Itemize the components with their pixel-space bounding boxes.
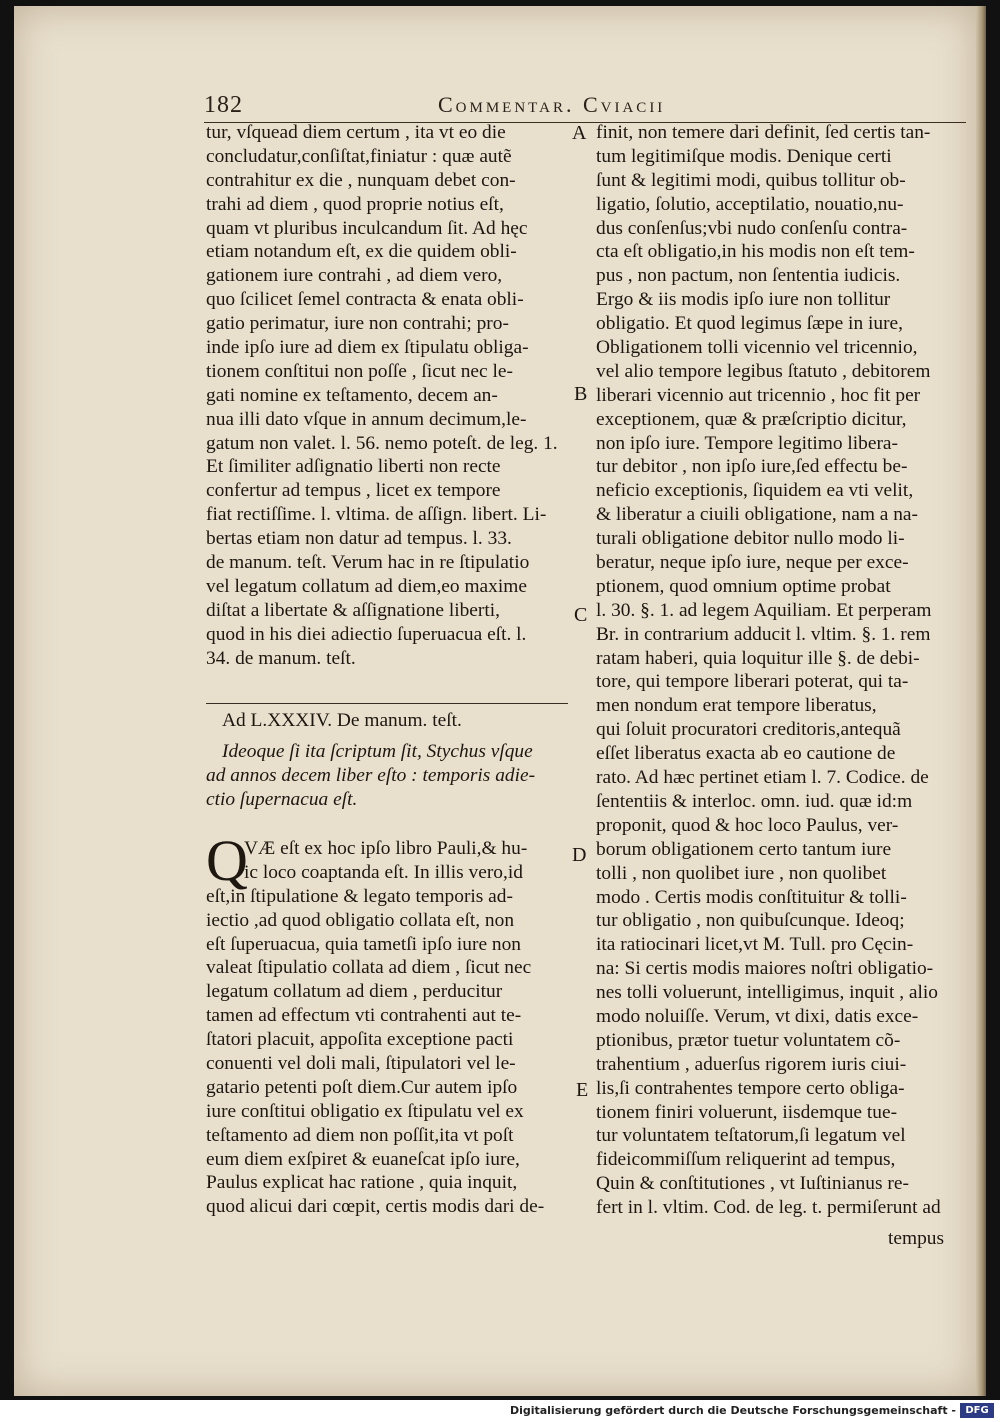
text-line: & liberatur a ciuili obligatione, nam a na- — [596, 504, 918, 526]
text-line: ſtatori placuit, appoſita exceptione pacti — [206, 1029, 514, 1051]
text-line: ratam haberi, quia loquitur ille §. de debi- — [596, 647, 920, 669]
footer-credit: Digitalisierung gefördert durch die Deutsche Forschungsgemeinschaft - — [509, 1404, 956, 1417]
dfg-logo: DFG — [960, 1403, 994, 1418]
text-line: ligatio, ſolutio, acceptilatio, nouatio,nu- — [596, 193, 904, 215]
text-line: vel legatum collatum ad diem,eo maxime — [206, 575, 527, 597]
text-line: fert in l. vltim. Cod. de leg. t. permiſerunt ad — [596, 1197, 941, 1219]
text-line: l. 30. §. 1. ad legem Aquiliam. Et perperam — [596, 599, 932, 621]
lemma-line: ad annos decem liber eſto : temporis adie- — [206, 764, 536, 786]
margin-letter-e: E — [576, 1079, 589, 1101]
text-line: Br. in contrarium adducit l. vltim. §. 1. rem — [596, 623, 931, 645]
text-line: modo . Certis modis conſtituitur & tolli- — [596, 886, 907, 908]
text-line: dus conſenſus;vbi nudo conſenſu contra- — [596, 217, 908, 239]
drop-cap: Q — [206, 828, 248, 893]
text-line: trahi ad diem , quod proprie notius eſt, — [206, 193, 504, 215]
text-line: lis,ſi contrahentes tempore certo obliga- — [596, 1077, 905, 1099]
lemma-line: Ideoque ſi ita ſcriptum ſit, Stychus vſque — [222, 741, 533, 762]
text-line: exceptionem, quæ & præſcriptio dicitur, — [596, 408, 907, 430]
text-line: iure conſtitui obligatio ex ſtipulatu vel ex — [206, 1100, 524, 1122]
text-line: Quin & conſtitutiones , vt Iuſtinianus re- — [596, 1173, 909, 1195]
text-line: VÆ eſt ex hoc ipſo libro Pauli,& hu- — [244, 838, 528, 859]
catchword: tempus — [888, 1228, 945, 1249]
text-line: vel alio tempore legibus ſtatuto , debitorem — [596, 360, 931, 382]
text-line: eſt,in ſtipulatione & legato temporis ad- — [206, 885, 513, 907]
text-line: ſententiis & interloc. omn. iud. quæ id:m — [596, 790, 913, 812]
text-line: tur, vſquead diem certum , ita vt eo die — [206, 122, 506, 143]
text-line: gati nomine ex teſtamento, decem an- — [206, 384, 498, 406]
left-column — [206, 121, 564, 670]
margin-letter-c: C — [574, 604, 588, 626]
text-line: contrahitur ex die , nunquam debet con- — [206, 169, 516, 191]
text-line: beratur, neque ipſo iure, neque per exce- — [596, 552, 909, 574]
text-line: non ipſo iure. Tempore legitimo libera- — [596, 432, 898, 454]
margin-letter-a: A — [572, 122, 587, 144]
page-title: Commentar. Cviacii — [438, 92, 666, 117]
text-line: quam vt pluribus inculcandum ſit. Ad hęc — [206, 217, 528, 239]
section-heading: Ad L.XXXIV. De manum. teſt. — [222, 710, 462, 731]
text-line: iectio ,ad quod obligatio collata eſt, non — [206, 909, 515, 931]
text-line: Obligationem tolli vicennio vel tricennio, — [596, 337, 918, 359]
text-line: diſtat a libertate & aſſignatione liberti, — [206, 599, 500, 621]
text-line: ic loco coaptanda eſt. In illis vero,id — [244, 861, 523, 883]
text-line: ptionem, quod omnium optime probat — [596, 575, 891, 597]
section-lemma — [206, 740, 568, 812]
text-line: confertur ad tempus , licet ex tempore — [206, 480, 501, 502]
text-line: eſſet liberatus exacta ab eo cautione de — [596, 743, 896, 765]
page-number: 182 — [204, 92, 243, 118]
text-line: valeat ſtipulatio collata ad diem , ſicut nec — [206, 957, 532, 979]
text-line: etiam notandum eſt, ex die quidem obli- — [206, 241, 517, 263]
text-line: de manum. teſt. Verum hac in re ſtipulatio — [206, 552, 530, 574]
text-line: nes tolli voluerunt, intelligimus, inquit , alio — [596, 982, 939, 1004]
text-line: gatum non valet. l. 56. nemo poteſt. de leg. 1. — [206, 432, 558, 454]
text-line: tore, qui tempore liberari poterat, qui ta- — [596, 671, 909, 693]
text-line: rato. Ad hæc pertinet etiam l. 7. Codice. de — [596, 767, 929, 789]
text-line: pus , non pactum, non ſententia iudicis. — [596, 265, 901, 287]
section-divider — [206, 703, 568, 704]
running-head — [204, 90, 974, 120]
text-line: tur voluntatem teſtatorum,ſi legatum vel — [596, 1125, 906, 1147]
text-line: eſt ſuperuacua, quia tametſi ipſo iure non — [206, 933, 521, 955]
text-line: eum diem exſpiret & euaneſcat ipſo iure, — [206, 1148, 520, 1170]
text-line: nua illi dato vſque in annum decimum,le- — [206, 408, 527, 430]
text-line: tur obligatio , non quibuſcunque. Ideoq; — [596, 910, 905, 932]
text-line: bertas etiam non datur ad tempus. l. 33. — [206, 528, 512, 550]
text-line: neficio exceptionis, ſiquidem ea vti velit, — [596, 480, 914, 502]
text-line: proponit, quod & hoc loco Paulus, ver- — [596, 814, 899, 836]
text-line: na: Si certis modis maiores noſtri obligatio- — [596, 958, 934, 980]
text-line: gatio perimatur, iure non contrahi; pro- — [206, 313, 509, 335]
text-line: ſunt & legitimi modi, quibus tollitur ob- — [596, 169, 906, 191]
text-line: modo noluiſſe. Verum, vt dixi, datis exce- — [596, 1005, 919, 1027]
text-line: gatario petenti poſt diem.Cur autem ipſo — [206, 1076, 518, 1098]
text-line: tionem conſtitui non poſſe , ſicut nec le- — [206, 360, 513, 382]
text-line: liberari vicennio aut tricennio , hoc fit per — [596, 384, 921, 406]
lemma-line: ctio ſupernacua eſt. — [206, 788, 358, 810]
text-line: Paulus explicat hac ratione , quia inquit, — [206, 1172, 518, 1194]
text-line: fideicommiſſum reliquerint ad tempus, — [596, 1149, 896, 1171]
text-line: qui ſoluit procuratori creditoris,antequã — [596, 719, 901, 741]
text-line: concludatur,conſiſtat,finiatur : quæ autẽ — [206, 145, 512, 167]
section-body — [206, 828, 568, 1219]
text-line: Et ſimiliter adſignatio liberti non recte — [206, 456, 501, 478]
text-line: tolli , non quolibet iure , non quolibet — [596, 862, 887, 884]
text-line: ptionibus, prætor tuetur voluntatem cõ- — [596, 1029, 901, 1051]
text-line: teſtamento ad diem non poſſit,ita vt poſt — [206, 1124, 514, 1146]
text-line: fiat rectiſſime. l. vltima. de aſſign. libert. Li- — [206, 504, 547, 526]
text-line: gationem iure contrahi , ad diem vero, — [206, 265, 503, 287]
text-line: tum legitimiſque modis. Denique certi — [596, 145, 892, 167]
text-line: tamen ad effectum vti contrahenti aut te- — [206, 1005, 522, 1027]
text-line: legatum collatum ad diem , perducitur — [206, 981, 503, 1003]
text-line: quod in his diei adiectio ſuperuacua eſt. l. — [206, 623, 527, 645]
margin-letter-d: D — [572, 844, 587, 866]
text-line: quod alicui dari cœpit, certis modis dari de- — [206, 1196, 545, 1218]
text-line: inde ipſo iure ad diem ex ſtipulatu obliga- — [206, 337, 529, 359]
text-line: 34. de manum. teſt. — [206, 647, 356, 669]
text-line: turali obligatione debitor nullo modo li- — [596, 528, 905, 550]
text-line: finit, non temere dari definit, ſed certis tan- — [596, 122, 931, 143]
text-line: conuenti vel doli mali, ſtipulatori vel le- — [206, 1053, 516, 1075]
text-line: quo ſcilicet ſemel contracta & enata obli- — [206, 289, 524, 311]
page-edge — [976, 6, 986, 1396]
text-line: Ergo & iis modis ipſo iure non tollitur — [596, 289, 891, 311]
right-column — [596, 121, 958, 1220]
text-line: ita ratiocinari licet,vt M. Tull. pro Cęcin- — [596, 934, 914, 956]
text-line: tionem finiri voluerunt, iisdemque tue- — [596, 1101, 898, 1123]
text-line: tur debitor , non ipſo iure,ſed effectu be- — [596, 456, 908, 478]
text-line: trahentium , aduerſus rigorem iuris ciui- — [596, 1053, 907, 1075]
text-line: obligatio. Et quod legimus ſæpe in iure, — [596, 313, 903, 335]
text-line: men nondum erat tempore liberatus, — [596, 695, 877, 717]
text-line: cta eſt obligatio,in his modis non eſt tem- — [596, 241, 915, 263]
margin-letter-b: B — [574, 383, 588, 405]
text-line: borum obligationem certo tantum iure — [596, 838, 892, 860]
